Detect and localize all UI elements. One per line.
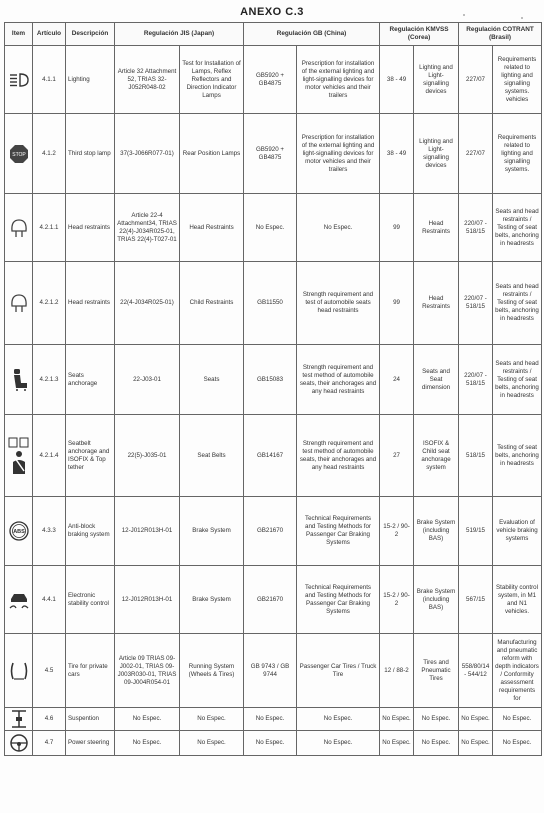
stop-lamp-icon [5,114,33,194]
table-row [5,345,542,415]
cotrant-code-cell: 220/07 - 518/15 [459,262,493,345]
scan-speck [521,17,523,19]
table-row [5,708,542,731]
cotrant-code-cell: 518/15 [459,415,493,497]
cotrant-code-cell: 519/15 [459,497,493,566]
jis-code-cell: Article 32 Attachment 52, TRIAS 32-J052R048-02 [115,46,180,114]
gb-code-cell: GB21670 [244,497,297,566]
gb-code-cell: GB5920 + GB4875 [244,114,297,194]
table-row [5,194,542,262]
kmvss-code-cell: 12 / 88-2 [380,634,414,708]
kmvss-title-cell: ISOFIX & Child seat anchorage system [414,415,459,497]
kmvss-code-cell: 99 [380,194,414,262]
page-title: ANEXO C.3 [240,6,304,18]
kmvss-code-cell: 38 - 49 [380,114,414,194]
cotrant-code-cell: No Espec. [459,731,493,756]
gb-title-cell: Technical Requirements and Testing Methods for Passenger Car Braking Systems [297,497,380,566]
kmvss-title-cell: Head Restraints [414,194,459,262]
gb-code-cell: GB21670 [244,566,297,634]
col-header-descripcion: Descripción [66,23,115,46]
cotrant-title-cell: Seats and head restraints / Testing of seat belts, anchoring in headrests [493,262,542,345]
head-restraint-icon [5,262,33,345]
jis-title-cell: No Espec. [180,708,244,731]
abs-icon [5,497,33,566]
cotrant-title-cell: Requirements related to lighting and signalling systems. [493,114,542,194]
gb-title-cell: No Espec. [297,194,380,262]
jis-title-cell: No Espec. [180,731,244,756]
col-header-item: Item [5,23,33,46]
jis-code-cell: 12-J012R013H-01 [115,566,180,634]
descripcion-cell: Suspention [66,708,115,731]
cotrant-title-cell: No Espec. [493,708,542,731]
gb-title-cell: Strength requirement and test method of automobile seats, their anchorages and any head restraints [297,345,380,415]
jis-title-cell: Test for Installation of Lamps, Reflex Reflectors and Direction Indicator Lamps [180,46,244,114]
descripcion-cell: Power steering [66,731,115,756]
steering-wheel-icon [5,731,33,756]
kmvss-title-cell: Lighting and Light-signalling devices [414,46,459,114]
seat-icon [5,345,33,415]
gb-title-cell: Passenger Car Tires / Truck Tire [297,634,380,708]
stability-control-icon [5,566,33,634]
gb-code-cell: GB 9743 / GB 9744 [244,634,297,708]
kmvss-code-cell: 15-2 / 90-2 [380,566,414,634]
gb-title-cell: Strength requirement and test method of automobile seats, their anchorages and any head restraints [297,415,380,497]
kmvss-code-cell: 27 [380,415,414,497]
cotrant-title-cell: Evaluation of vehicle braking systems [493,497,542,566]
kmvss-title-cell: Brake System (including BAS) [414,566,459,634]
jis-code-cell: No Espec. [115,708,180,731]
table-header-row [5,23,542,46]
jis-code-cell: Article 09 TRIAS 09-J002-01, TRIAS 09-J003R030-01, TRIAS 09-J004R054-01 [115,634,180,708]
suspension-icon [5,708,33,731]
table-row [5,566,542,634]
seatbelt-icon [5,415,33,497]
gb-code-cell: GB14167 [244,415,297,497]
articulo-cell: 4.1.2 [33,114,66,194]
jis-code-cell: 22(5)-J035-01 [115,415,180,497]
col-header-jis: Regulación JIS (Japan) [115,23,244,46]
cotrant-title-cell: Seats and head restraints / Testing of seat belts, anchoring in headrests [493,345,542,415]
descripcion-cell: Seats anchorage [66,345,115,415]
col-header-gb: Regulación GB (China) [244,23,380,46]
jis-title-cell: Brake System [180,566,244,634]
table-row [5,46,542,114]
cotrant-code-cell: 227/07 [459,114,493,194]
jis-code-cell: 22-J03-01 [115,345,180,415]
col-header-cotrant: Regulación COTRANT (Brasil) [459,23,542,46]
jis-code-cell: 22(4-J034R025-01) [115,262,180,345]
cotrant-title-cell: No Espec. [493,731,542,756]
articulo-cell: 4.3.3 [33,497,66,566]
descripcion-cell: Electronic stability control [66,566,115,634]
descripcion-cell: Anti-block braking system [66,497,115,566]
col-header-articulo: Artículo [33,23,66,46]
articulo-cell: 4.6 [33,708,66,731]
kmvss-code-cell: 38 - 49 [380,46,414,114]
articulo-cell: 4.2.1.1 [33,194,66,262]
gb-title-cell: No Espec. [297,708,380,731]
col-header-kmvss: Regulación KMVSS (Corea) [380,23,459,46]
jis-code-cell: 12-J012R013H-01 [115,497,180,566]
gb-code-cell: No Espec. [244,731,297,756]
gb-title-cell: No Espec. [297,731,380,756]
cotrant-code-cell: 558/80/14 - 544/12 [459,634,493,708]
table-row [5,114,542,194]
cotrant-code-cell: 227/07 [459,46,493,114]
descripcion-cell: Third stop lamp [66,114,115,194]
kmvss-title-cell: Brake System (including BAS) [414,497,459,566]
cotrant-title-cell: Requirements related to lighting and signalling systems. vehicles [493,46,542,114]
cotrant-title-cell: Manufacturing and pneumatic reform with depth indicators / Conformity assessment requirements for [493,634,542,708]
table-row [5,497,542,566]
gb-title-cell: Prescription for installation of the external lighting and light-signalling devices for motor vehicles and their trailers [297,46,380,114]
descripcion-cell: Seatbelt anchorage and ISOFIX & Top tether [66,415,115,497]
articulo-cell: 4.1.1 [33,46,66,114]
articulo-cell: 4.5 [33,634,66,708]
lighting-icon [5,46,33,114]
articulo-cell: 4.2.1.4 [33,415,66,497]
jis-title-cell: Seats [180,345,244,415]
gb-code-cell: No Espec. [244,708,297,731]
jis-code-cell: 37(3-J066R077-01) [115,114,180,194]
kmvss-code-cell: 15-2 / 90-2 [380,497,414,566]
kmvss-title-cell: No Espec. [414,708,459,731]
jis-title-cell: Child Restraints [180,262,244,345]
gb-code-cell: GB15083 [244,345,297,415]
jis-title-cell: Rear Position Lamps [180,114,244,194]
cotrant-code-cell: 220/07 - 518/15 [459,194,493,262]
jis-code-cell: No Espec. [115,731,180,756]
cotrant-code-cell: 567/15 [459,566,493,634]
scan-speck [463,14,465,16]
gb-code-cell: GB5920 + GB4875 [244,46,297,114]
svg-text:ABS: ABS [12,529,25,535]
jis-title-cell: Seat Belts [180,415,244,497]
tire-icon [5,634,33,708]
kmvss-code-cell: No Espec. [380,708,414,731]
kmvss-title-cell: Lighting and Light-signalling devices [414,114,459,194]
descripcion-cell: Lighting [66,46,115,114]
jis-title-cell: Running System (Wheels & Tires) [180,634,244,708]
cotrant-title-cell: Seats and head restraints / Testing of seat belts, anchoring in headrests [493,194,542,262]
jis-title-cell: Brake System [180,497,244,566]
gb-title-cell: Strength requirement and test of automobile seats head restraints [297,262,380,345]
regulation-table [4,22,542,756]
descripcion-cell: Head restraints [66,194,115,262]
kmvss-title-cell: No Espec. [414,731,459,756]
descripcion-cell: Head restraints [66,262,115,345]
articulo-cell: 4.2.1.3 [33,345,66,415]
kmvss-code-cell: 24 [380,345,414,415]
descripcion-cell: Tire for private cars [66,634,115,708]
kmvss-title-cell: Head Restraints [414,262,459,345]
svg-text:STOP: STOP [11,151,26,158]
articulo-cell: 4.2.1.2 [33,262,66,345]
head-restraint-icon [5,194,33,262]
table-row [5,634,542,708]
gb-code-cell: No Espec. [244,194,297,262]
table-row [5,415,542,497]
kmvss-code-cell: 99 [380,262,414,345]
kmvss-title-cell: Seats and Seat dimension [414,345,459,415]
cotrant-code-cell: 220/07 - 518/15 [459,345,493,415]
articulo-cell: 4.4.1 [33,566,66,634]
kmvss-title-cell: Tires and Pneumatic Tires [414,634,459,708]
gb-title-cell: Technical Requirements and Testing Methods for Passenger Car Braking Systems [297,566,380,634]
cotrant-title-cell: Stability control system, in M1 and N1 vehicles. [493,566,542,634]
gb-title-cell: Prescription for installation of the external lighting and light-signalling devices for motor vehicles and their trailers [297,114,380,194]
table-row [5,262,542,345]
jis-code-cell: Article 22-4 Attachment34, TRIAS 22(4)-J034R025-01, TRIAS 22(4)-T027-01 [115,194,180,262]
gb-code-cell: GB11550 [244,262,297,345]
kmvss-code-cell: No Espec. [380,731,414,756]
cotrant-title-cell: Testing of seat belts, anchoring in headrests [493,415,542,497]
jis-title-cell: Head Restraints [180,194,244,262]
table-row [5,731,542,756]
articulo-cell: 4.7 [33,731,66,756]
cotrant-code-cell: No Espec. [459,708,493,731]
